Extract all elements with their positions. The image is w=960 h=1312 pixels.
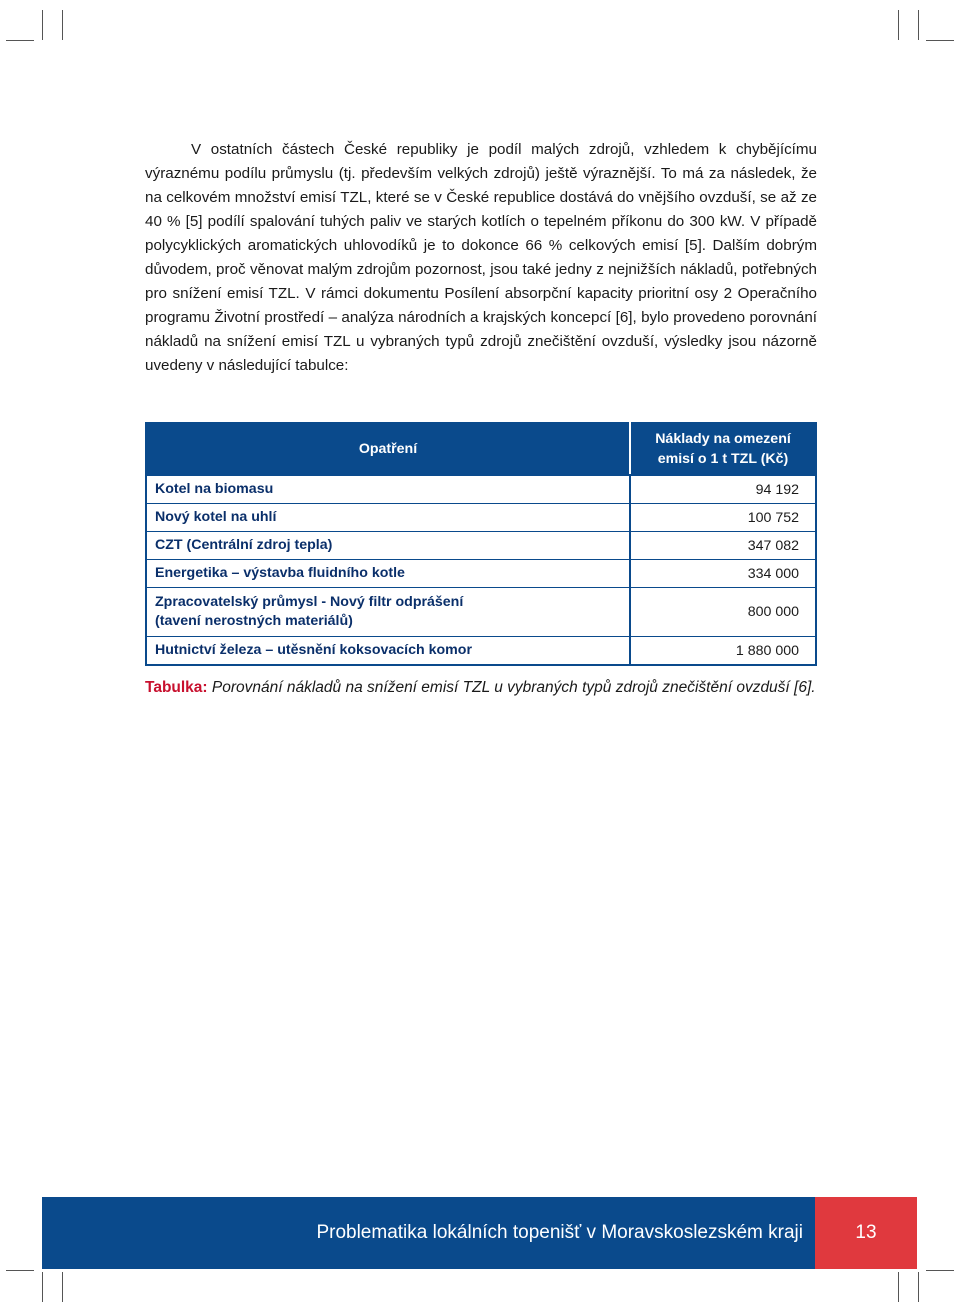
row-cost: 1 880 000 [630, 637, 816, 666]
crop-mark [6, 40, 34, 41]
body-paragraph [145, 138, 817, 378]
caption-label: Tabulka: [145, 679, 208, 696]
row-measure: CZT (Centrální zdroj tepla) [146, 532, 630, 560]
caption-text: Porovnání nákladů na snížení emisí TZL u vybraných typů zdrojů znečištění ovzduší [6]. [211, 679, 816, 696]
paragraph-text: V ostatních částech České republiky je podíl malých zdrojů, vzhledem k chybějícímu výraznému podílu průmyslu (tj. především velkých zdrojů) ještě výraznější. To má za následek, že na celkovém množství emisí TZL, které se v České republice dostává do vnějšího ovzduší, se až ze 40 % [5] podílí spalování tuhých paliv ve starých kotlích o tepelném příkonu do 300 kW. V případě polycyklických aromatických uhlovodíků je to dokonce 66 % celkových emisí [5]. Dalším dobrým důvodem, proč věnovat malým zdrojům pozornost, jsou také jedny z nejnižších nákladů, potřebných pro snížení emisí TZL. V rámci dokumentu Posílení absorpční kapacity prioritní osy 2 Operačního programu Životní prostředí – analýza národních a krajských koncepcí [6], bylo provedeno porovnání nákladů na snížení emisí TZL u vybraných typů zdrojů znečištění ovzduší, výsledky jsou názorně uvedeny v následující tabulce: [145, 141, 817, 374]
row-measure [146, 588, 630, 637]
page-number: 13 [815, 1197, 917, 1269]
crop-mark [6, 1270, 34, 1271]
crop-mark [898, 1272, 899, 1302]
table-row [146, 560, 816, 588]
crop-mark [62, 1272, 63, 1302]
crop-mark [926, 40, 954, 41]
row-measure: Nový kotel na uhlí [146, 504, 630, 532]
header-cost-line1: Náklady na omezení [655, 431, 791, 447]
footer-title: Problematika lokálních topenišť v Moravskoslezském kraji [42, 1197, 815, 1269]
table-row [146, 637, 816, 666]
crop-mark [42, 1272, 43, 1302]
header-cost [630, 423, 816, 475]
header-cost-line2: emisí o 1 t TZL (Kč) [657, 451, 789, 467]
cost-comparison-table [145, 422, 817, 666]
crop-mark [918, 1272, 919, 1302]
row-cost: 800 000 [630, 588, 816, 637]
table-row [146, 475, 816, 504]
row-measure: Hutnictví železa – utěsnění koksovacích komor [146, 637, 630, 666]
crop-mark [42, 10, 43, 40]
table-row [146, 504, 816, 532]
row-measure: Kotel na biomasu [146, 475, 630, 504]
table-row [146, 532, 816, 560]
header-measure: Opatření [146, 423, 630, 475]
row-cost: 347 082 [630, 532, 816, 560]
crop-mark [926, 1270, 954, 1271]
crop-mark [898, 10, 899, 40]
row-cost: 100 752 [630, 504, 816, 532]
row-measure-line2: (tavení nerostných materiálů) [155, 613, 353, 629]
table-row [146, 588, 816, 637]
crop-mark [918, 10, 919, 40]
row-measure-line1: Zpracovatelský průmysl - Nový filtr odprášení [155, 594, 464, 610]
page-footer [42, 1197, 917, 1269]
row-cost: 334 000 [630, 560, 816, 588]
table-caption [145, 676, 817, 700]
row-measure: Energetika – výstavba fluidního kotle [146, 560, 630, 588]
crop-mark [62, 10, 63, 40]
row-cost: 94 192 [630, 475, 816, 504]
table-header-row [146, 423, 816, 475]
